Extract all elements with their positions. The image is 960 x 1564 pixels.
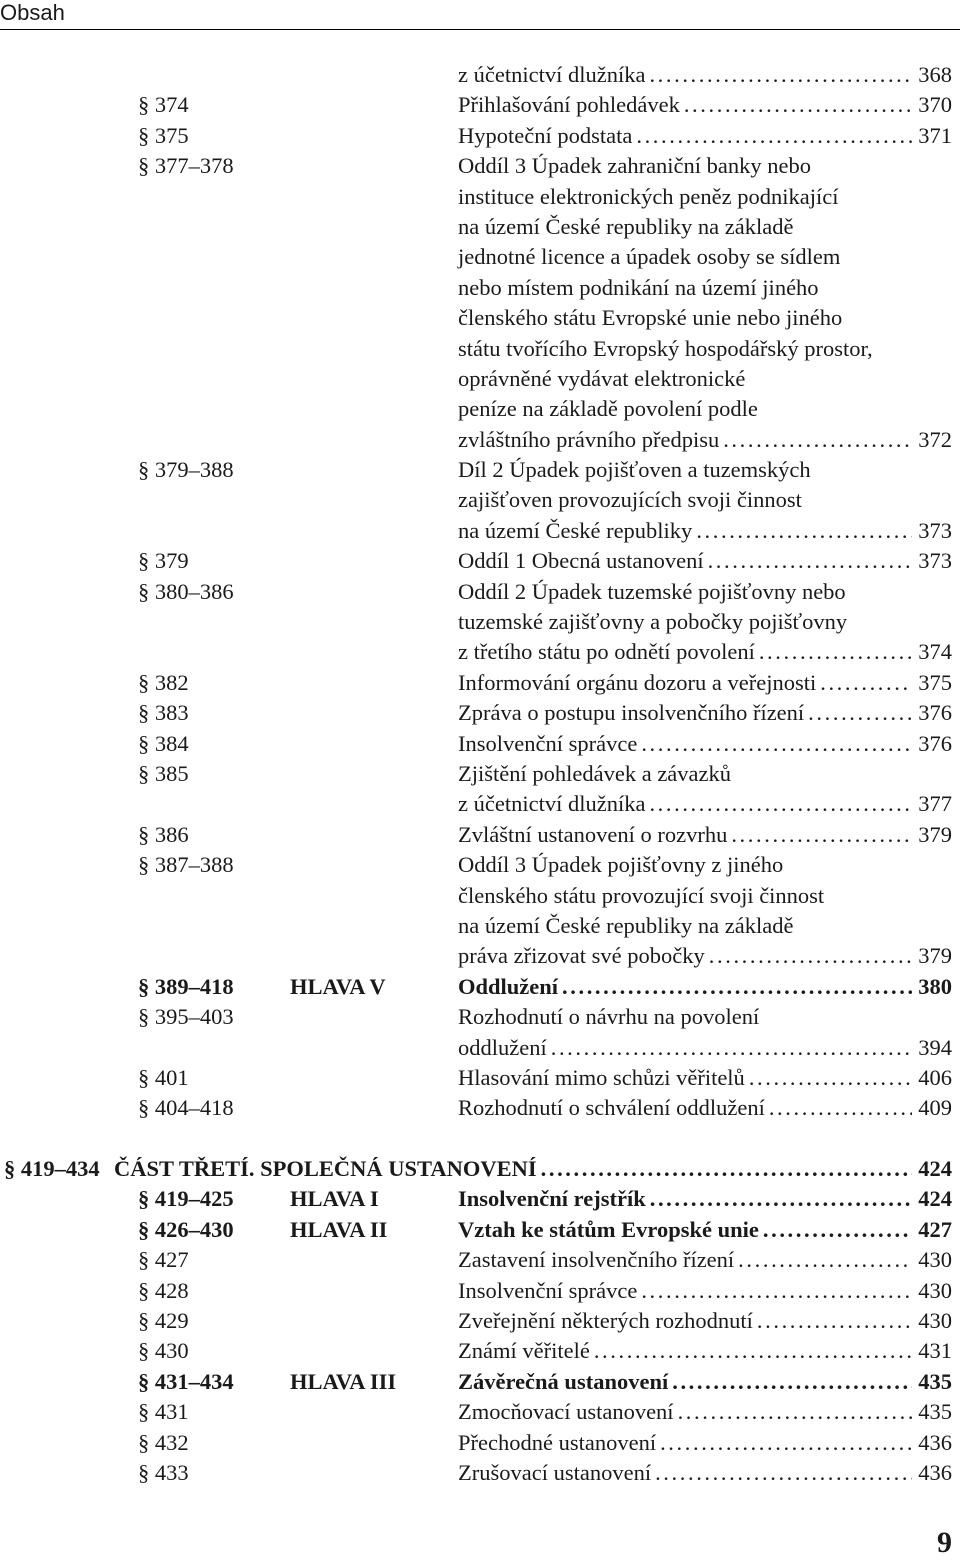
dot-leader xyxy=(645,60,912,90)
entry-title-row xyxy=(458,455,952,485)
toc-entry xyxy=(0,242,960,272)
dot-leader xyxy=(719,425,912,455)
entry-title-row xyxy=(458,1002,952,1032)
entry-title: Oddíl 2 Úpadek tuzemské pojišťovny nebo xyxy=(458,578,846,604)
entry-title-row xyxy=(458,1184,952,1214)
entry-title: Oddíl 3 Úpadek pojišťovny z jiného xyxy=(458,852,784,878)
page-ref: 379 xyxy=(918,821,952,847)
page-ref: 430 xyxy=(918,1247,952,1273)
entry-title-row xyxy=(458,607,952,637)
paragraph-range: § 431–434 xyxy=(138,1368,234,1394)
dot-leader xyxy=(547,1033,912,1063)
dot-leader xyxy=(668,1367,912,1397)
entry-title: Insolvenční rejstřík xyxy=(458,1186,646,1212)
paragraph-range: § 379–388 xyxy=(138,457,234,483)
entry-title: na území České republiky na základě xyxy=(458,213,794,239)
table-of-contents xyxy=(0,60,960,1488)
entry-title: Díl 2 Úpadek pojišťoven a tuzemských xyxy=(458,457,811,483)
entry-title-row xyxy=(458,151,952,181)
entry-title-row xyxy=(458,1336,952,1366)
toc-entry xyxy=(0,607,960,637)
paragraph-range: § 426–430 xyxy=(138,1216,234,1242)
dot-leader xyxy=(637,1276,912,1306)
chapter-label: HLAVA V xyxy=(290,973,386,999)
entry-title: Insolvenční správce xyxy=(458,730,638,756)
entry-title: Oddlužení xyxy=(458,973,559,999)
entry-title-row xyxy=(458,1428,952,1458)
entry-title: Zmocňovací ustanovení xyxy=(458,1399,674,1425)
paragraph-range: § 387–388 xyxy=(138,852,234,878)
page-ref: 424 xyxy=(918,1186,952,1212)
toc-entry xyxy=(0,1002,960,1032)
toc-entry xyxy=(0,516,960,546)
entry-title-row xyxy=(458,1245,952,1275)
entry-title-row xyxy=(458,364,952,394)
entry-title: z třetího státu po odnětí povolení xyxy=(458,639,755,665)
entry-title-row xyxy=(458,242,952,272)
entry-title-row xyxy=(458,1033,952,1063)
toc-entry xyxy=(0,273,960,303)
dot-leader xyxy=(645,789,912,819)
dot-leader xyxy=(558,972,912,1002)
toc-entry xyxy=(0,455,960,485)
entry-title: Oddíl 1 Obecná ustanovení xyxy=(458,548,704,574)
entry-title: z účetnictví dlužníka xyxy=(458,791,646,817)
entry-title-row xyxy=(458,911,952,941)
paragraph-range: § 429 xyxy=(138,1308,189,1334)
dot-leader xyxy=(727,820,912,850)
toc-entry xyxy=(0,698,960,728)
entry-title: Vztah ke státům Evropské unie xyxy=(458,1216,759,1242)
page-ref: 372 xyxy=(918,426,952,452)
toc-entry xyxy=(0,668,960,698)
page-ref: 436 xyxy=(918,1429,952,1455)
entry-title: Rozhodnutí o schválení oddlužení xyxy=(458,1095,765,1121)
page-ref: 380 xyxy=(918,973,952,999)
toc-entry xyxy=(0,364,960,394)
toc-entry xyxy=(0,1184,960,1214)
toc-entry xyxy=(0,1397,960,1427)
entry-title-row xyxy=(458,516,952,546)
toc-entry xyxy=(0,729,960,759)
page-ref: 376 xyxy=(918,700,952,726)
entry-title: jednotné licence a úpadek osoby se sídlem xyxy=(458,244,841,270)
page-ref: 371 xyxy=(918,122,952,148)
entry-title: Zvláštní ustanovení o rozvrhu xyxy=(458,821,728,847)
entry-title-row xyxy=(458,60,952,90)
page-number: 9 xyxy=(937,1526,952,1559)
entry-title-row xyxy=(458,1367,952,1397)
toc-entry xyxy=(0,1336,960,1366)
toc-entry xyxy=(0,850,960,880)
page-ref: 375 xyxy=(918,669,952,695)
entry-title-row xyxy=(458,881,952,911)
toc-entry xyxy=(0,485,960,515)
paragraph-range: § 395–403 xyxy=(138,1004,234,1030)
toc-entry xyxy=(0,303,960,333)
entry-title-row xyxy=(458,577,952,607)
toc-entry xyxy=(0,1093,960,1123)
entry-title: Oddíl 3 Úpadek zahraniční banky nebo xyxy=(458,153,812,179)
toc-entry xyxy=(0,1458,960,1488)
entry-title-row xyxy=(458,394,952,424)
entry-title-row xyxy=(458,212,952,242)
toc-entry xyxy=(0,941,960,971)
paragraph-range: § 430 xyxy=(138,1338,189,1364)
toc-entry xyxy=(0,212,960,242)
dot-leader xyxy=(745,1063,912,1093)
paragraph-range: § 375 xyxy=(138,122,189,148)
toc-entry xyxy=(0,1306,960,1336)
entry-title-row xyxy=(458,972,952,1002)
dot-leader xyxy=(704,546,912,576)
page-ref: 370 xyxy=(918,92,952,118)
page-ref: 394 xyxy=(918,1034,952,1060)
paragraph-range: § 431 xyxy=(138,1399,189,1425)
entry-title: peníze na základě povolení podle xyxy=(458,396,758,422)
entry-title-row xyxy=(458,820,952,850)
paragraph-range: § 384 xyxy=(138,730,189,756)
entry-title: tuzemské zajišťovny a pobočky pojišťovny xyxy=(458,609,848,635)
dot-leader xyxy=(537,1154,912,1184)
entry-title: oddlužení xyxy=(458,1034,547,1060)
page-ref: 424 xyxy=(918,1156,952,1182)
toc-entry xyxy=(0,1276,960,1306)
page-ref: 435 xyxy=(918,1399,952,1425)
dot-leader xyxy=(804,698,912,728)
toc-entry xyxy=(0,1245,960,1275)
toc-entry xyxy=(0,637,960,667)
dot-leader xyxy=(637,729,912,759)
page-ref: 368 xyxy=(918,62,952,87)
entry-title-row xyxy=(458,1215,952,1245)
toc-entry xyxy=(0,334,960,364)
entry-title-row xyxy=(458,759,952,789)
toc-entry xyxy=(0,1367,960,1397)
entry-title-row xyxy=(458,668,952,698)
entry-title: členského státu provozující svoji činnost xyxy=(458,882,825,908)
entry-title: zajišťoven provozujících svoji činnost xyxy=(458,487,802,513)
entry-title-row xyxy=(458,789,952,819)
entry-title-row xyxy=(458,425,952,455)
chapter-label: HLAVA II xyxy=(290,1216,388,1242)
toc-entry xyxy=(0,121,960,151)
paragraph-range: § 374 xyxy=(138,92,189,118)
page-ref: 377 xyxy=(918,791,952,817)
page-header xyxy=(0,0,960,30)
entry-title-row xyxy=(458,121,952,151)
entry-title-row xyxy=(458,485,952,515)
paragraph-range: § 380–386 xyxy=(138,578,234,604)
dot-leader xyxy=(632,121,912,151)
toc-entry xyxy=(0,1215,960,1245)
dot-leader xyxy=(646,1184,912,1214)
entry-title: nebo místem podnikání na území jiného xyxy=(458,274,819,300)
paragraph-range: § 433 xyxy=(138,1459,189,1485)
toc-entry xyxy=(0,425,960,455)
paragraph-range: § 386 xyxy=(138,821,189,847)
page-ref: 373 xyxy=(918,517,952,543)
toc-entry xyxy=(0,789,960,819)
toc-entry xyxy=(0,151,960,181)
dot-leader xyxy=(692,516,912,546)
entry-title: Zpráva o postupu insolvenčního řízení xyxy=(458,700,805,726)
paragraph-range: § 427 xyxy=(138,1247,189,1273)
page-ref: 376 xyxy=(918,730,952,756)
entry-title: Přihlašování pohledávek xyxy=(458,92,680,118)
entry-title-row xyxy=(458,941,952,971)
toc-entry xyxy=(0,182,960,212)
dot-leader xyxy=(759,1215,912,1245)
entry-title: ČÁST TŘETÍ. SPOLEČNÁ USTANOVENÍ xyxy=(114,1156,537,1182)
toc-entry xyxy=(0,881,960,911)
page-ref: 374 xyxy=(918,639,952,665)
toc-entry xyxy=(0,1428,960,1458)
page-ref: 436 xyxy=(918,1459,952,1485)
entry-title: Hypoteční podstata xyxy=(458,122,633,148)
entry-title: Známí věřitelé xyxy=(458,1338,590,1364)
entry-title-row xyxy=(458,546,952,576)
entry-title-row xyxy=(458,1093,952,1123)
paragraph-range: § 419–434 xyxy=(4,1156,100,1182)
chapter-label: HLAVA III xyxy=(290,1368,397,1394)
paragraph-range: § 383 xyxy=(138,700,189,726)
entry-title-row xyxy=(458,729,952,759)
entry-title-row xyxy=(458,698,952,728)
paragraph-range: § 389–418 xyxy=(138,973,234,999)
chapter-label: HLAVA I xyxy=(290,1186,379,1212)
dot-leader xyxy=(765,1093,912,1123)
entry-title-row xyxy=(458,334,952,364)
entry-title: Přechodné ustanovení xyxy=(458,1429,657,1455)
entry-title: Zveřejnění některých rozhodnutí xyxy=(458,1308,753,1334)
header-title: Obsah xyxy=(0,0,65,25)
paragraph-range: § 404–418 xyxy=(138,1095,234,1121)
paragraph-range: § 377–378 xyxy=(138,153,234,179)
entry-title: Zastavení insolvenčního řízení xyxy=(458,1247,735,1273)
paragraph-range: § 419–425 xyxy=(138,1186,234,1212)
entry-title: práva zřizovat své pobočky xyxy=(458,943,705,969)
entry-title: oprávněné vydávat elektronické xyxy=(458,365,746,391)
entry-title: Rozhodnutí o návrhu na povolení xyxy=(458,1004,760,1030)
entry-title: Závěrečná ustanovení xyxy=(458,1368,669,1394)
entry-title-row xyxy=(458,1063,952,1093)
toc-entry xyxy=(0,546,960,576)
entry-title-row xyxy=(458,1397,952,1427)
entry-title: Informování orgánu dozoru a veřejnosti xyxy=(458,669,817,695)
toc-entry xyxy=(0,1033,960,1063)
paragraph-range: § 432 xyxy=(138,1429,189,1455)
entry-title-row xyxy=(458,1458,952,1488)
entry-title: instituce elektronických peněz podnikající xyxy=(458,183,839,209)
page-ref: 431 xyxy=(918,1338,952,1364)
entry-title-row xyxy=(458,303,952,333)
page-ref: 427 xyxy=(918,1216,952,1242)
entry-title: z účetnictví dlužníka xyxy=(458,62,646,87)
toc-entry xyxy=(0,90,960,120)
entry-title-row xyxy=(458,90,952,120)
entry-title: Zjištění pohledávek a závazků xyxy=(458,760,732,786)
toc-entry xyxy=(0,394,960,424)
entry-title-row xyxy=(458,182,952,212)
entry-title: státu tvořícího Evropský hospodářský prostor, xyxy=(458,335,873,361)
paragraph-range: § 401 xyxy=(138,1064,189,1090)
dot-leader xyxy=(816,668,912,698)
entry-title: Zrušovací ustanovení xyxy=(458,1459,652,1485)
toc-entry xyxy=(0,577,960,607)
entry-title-row xyxy=(458,1306,952,1336)
dot-leader xyxy=(753,1306,912,1336)
page-ref: 430 xyxy=(918,1308,952,1334)
page-ref: 409 xyxy=(918,1095,952,1121)
paragraph-range: § 385 xyxy=(138,760,189,786)
dot-leader xyxy=(674,1397,912,1427)
paragraph-range: § 428 xyxy=(138,1277,189,1303)
toc-entry xyxy=(0,820,960,850)
toc-entry xyxy=(0,911,960,941)
page-ref: 373 xyxy=(918,548,952,574)
dot-leader xyxy=(705,941,912,971)
page-ref: 379 xyxy=(918,943,952,969)
entry-title: na území České republiky xyxy=(458,517,693,543)
dot-leader xyxy=(734,1245,912,1275)
dot-leader xyxy=(680,90,912,120)
dot-leader xyxy=(656,1428,912,1458)
entry-title-row xyxy=(458,850,952,880)
entry-title-row xyxy=(458,273,952,303)
entry-title-row xyxy=(114,1154,952,1184)
entry-title: zvláštního právního předpisu xyxy=(458,426,720,452)
page-ref: 430 xyxy=(918,1277,952,1303)
dot-leader xyxy=(590,1336,912,1366)
entry-title-row xyxy=(458,637,952,667)
dot-leader xyxy=(755,637,912,667)
entry-title: členského státu Evropské unie nebo jiného xyxy=(458,305,843,331)
entry-title-row xyxy=(458,1276,952,1306)
entry-title: na území České republiky na základě xyxy=(458,912,794,938)
toc-entry xyxy=(0,1063,960,1093)
dot-leader xyxy=(651,1458,912,1488)
paragraph-range: § 382 xyxy=(138,669,189,695)
toc-entry xyxy=(0,1154,960,1184)
entry-title: Hlasování mimo schůzi věřitelů xyxy=(458,1064,745,1090)
entry-title: Insolvenční správce xyxy=(458,1277,638,1303)
toc-entry xyxy=(0,60,960,90)
paragraph-range: § 379 xyxy=(138,548,189,574)
toc-entry xyxy=(0,972,960,1002)
toc-entry xyxy=(0,759,960,789)
page-ref: 435 xyxy=(918,1368,952,1394)
page-ref: 406 xyxy=(918,1064,952,1090)
